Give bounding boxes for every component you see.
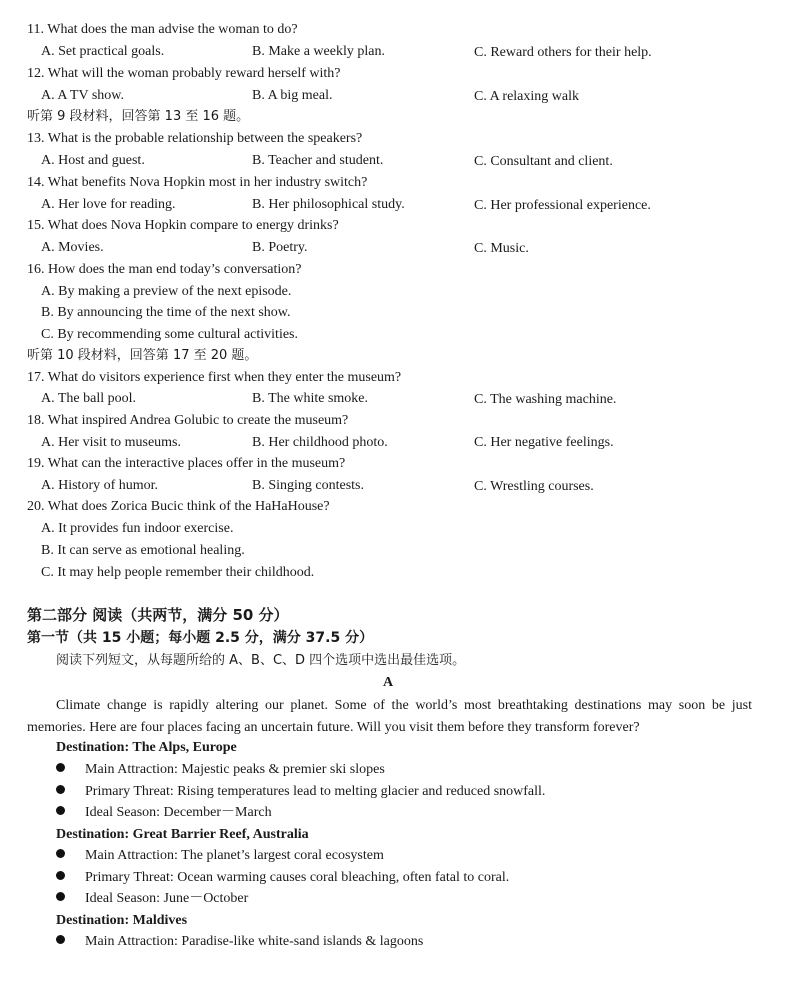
q14-option-c: C. Her professional experience.: [474, 198, 651, 213]
list-item: [56, 869, 509, 887]
question-12: 12. What will the woman probably reward herself with?: [27, 66, 341, 81]
destination-reef-heading: Destination: Great Barrier Reef, Australia: [56, 827, 309, 842]
q18-option-a: A. Her visit to museums.: [41, 435, 181, 450]
section-10-instruction: 听第 10 段材料，回答第 17 至 20 题。: [27, 348, 258, 363]
list-item: [56, 783, 545, 801]
reading-instruction: 阅读下列短文，从每题所给的 A、B、C、D 四个选项中选出最佳选项。: [56, 653, 466, 668]
list-item-text: Main Attraction: The planet’s largest coral ecosystem: [85, 848, 384, 863]
question-16: 16. How does the man end today’s conversation?: [27, 262, 302, 277]
q15-option-a: A. Movies.: [41, 240, 104, 255]
q11-option-c: C. Reward others for their help.: [474, 45, 652, 60]
list-item-text: Main Attraction: Paradise-like white-sand islands & lagoons: [85, 934, 424, 949]
bullet-icon: [56, 763, 65, 772]
list-item: [56, 933, 423, 951]
bullet-icon: [56, 806, 65, 815]
q11-option-b: B. Make a weekly plan.: [252, 44, 385, 59]
q12-option-b: B. A big meal.: [252, 88, 333, 103]
list-item-text: Ideal Season: December－March: [85, 805, 272, 820]
question-18: 18. What inspired Andrea Golubic to create the museum?: [27, 413, 349, 428]
list-item: [56, 890, 248, 908]
bullet-icon: [56, 871, 65, 880]
bullet-icon: [56, 892, 65, 901]
reading-section-title: 第一节（共 15 小题；每小题 2.5 分，满分 37.5 分）: [27, 630, 374, 646]
q15-option-c: C. Music.: [474, 241, 529, 256]
list-item-text: Ideal Season: June－October: [85, 891, 249, 906]
q13-option-a: A. Host and guest.: [41, 153, 145, 168]
list-item-text: Primary Threat: Rising temperatures lead to melting glacier and reduced snowfall.: [85, 784, 546, 799]
passage-intro: Climate change is rapidly altering our planet. Some of the world’s most breathtaking destinations may soon be just memories. Here are four places facing an uncertain future. Will you visit them before they transform forever?: [27, 698, 752, 735]
q20-option-a: A. It provides fun indoor exercise.: [41, 521, 234, 536]
list-item: [56, 804, 272, 822]
reading-part-title: 第二部分 阅读（共两节，满分 50 分）: [27, 606, 289, 624]
q17-option-a: A. The ball pool.: [41, 391, 137, 406]
destination-alps-heading: Destination: The Alps, Europe: [56, 740, 237, 755]
passage-label: A: [383, 675, 394, 690]
list-item: [56, 761, 385, 779]
bullet-icon: [56, 849, 65, 858]
question-19: 19. What can the interactive places offer in the museum?: [27, 456, 346, 471]
section-9-instruction: 听第 9 段材料，回答第 13 至 16 题。: [27, 109, 250, 124]
question-11: 11. What does the man advise the woman to do?: [27, 22, 298, 37]
q15-option-b: B. Poetry.: [252, 240, 308, 255]
q16-option-a: A. By making a preview of the next episode.: [41, 284, 292, 299]
question-17: 17. What do visitors experience first when they enter the museum?: [27, 370, 402, 385]
q20-option-b: B. It can serve as emotional healing.: [41, 543, 245, 558]
q16-option-b: B. By announcing the time of the next show.: [41, 305, 291, 320]
q12-option-a: A. A TV show.: [41, 88, 124, 103]
q17-option-b: B. The white smoke.: [252, 391, 369, 406]
q18-option-b: B. Her childhood photo.: [252, 435, 388, 450]
question-14: 14. What benefits Nova Hopkin most in her industry switch?: [27, 175, 368, 190]
q19-option-a: A. History of humor.: [41, 478, 159, 493]
question-13: 13. What is the probable relationship between the speakers?: [27, 131, 363, 146]
q19-option-b: B. Singing contests.: [252, 478, 365, 493]
list-item: [56, 847, 384, 865]
q14-option-b: B. Her philosophical study.: [252, 197, 405, 212]
question-20: 20. What does Zorica Bucic think of the HaHaHouse?: [27, 499, 330, 514]
list-item-text: Primary Threat: Ocean warming causes coral bleaching, often fatal to coral.: [85, 870, 510, 885]
destination-maldives-heading: Destination: Maldives: [56, 913, 188, 928]
q11-option-a: A. Set practical goals.: [41, 44, 165, 59]
q19-option-c: C. Wrestling courses.: [474, 479, 594, 494]
bullet-icon: [56, 785, 65, 794]
bullet-icon: [56, 935, 65, 944]
q13-option-b: B. Teacher and student.: [252, 153, 384, 168]
q18-option-c: C. Her negative feelings.: [474, 435, 614, 450]
question-15: 15. What does Nova Hopkin compare to energy drinks?: [27, 218, 339, 233]
q14-option-a: A. Her love for reading.: [41, 197, 176, 212]
q12-option-c: C. A relaxing walk: [474, 89, 579, 104]
list-item-text: Main Attraction: Majestic peaks & premier ski slopes: [85, 762, 385, 777]
q20-option-c: C. It may help people remember their childhood.: [41, 565, 315, 580]
q13-option-c: C. Consultant and client.: [474, 154, 613, 169]
q17-option-c: C. The washing machine.: [474, 392, 617, 407]
q16-option-c: C. By recommending some cultural activities.: [41, 327, 298, 342]
